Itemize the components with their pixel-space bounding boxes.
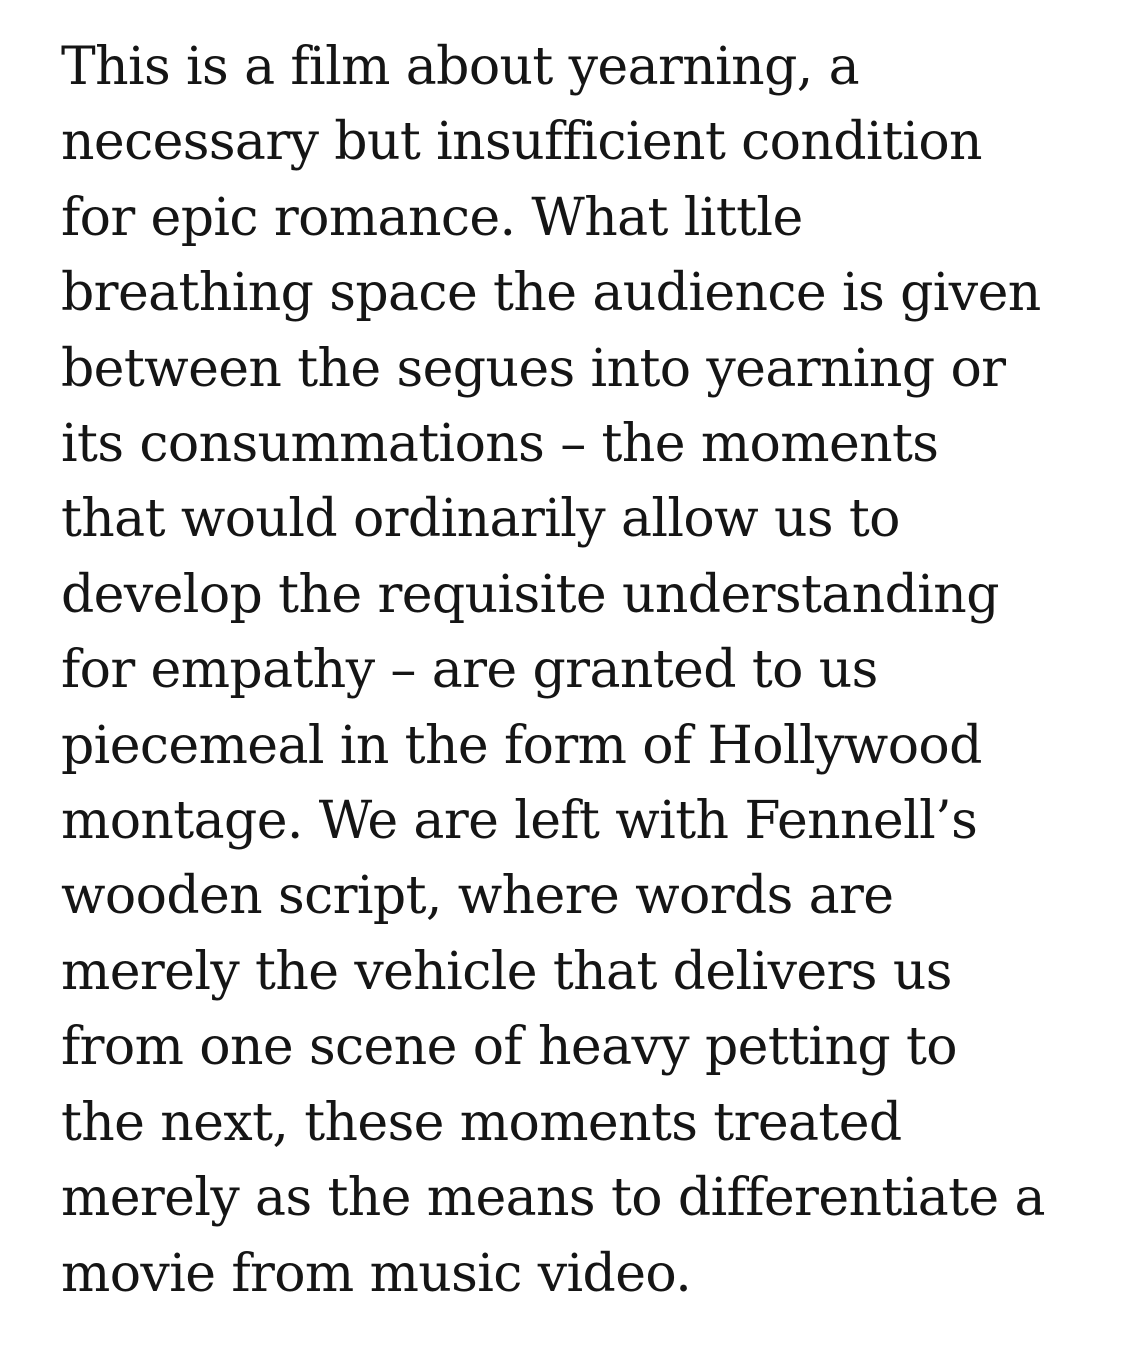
paragraph-line: for empathy – are granted to us xyxy=(61,640,878,701)
paragraph-line: This is a film about yearning, a xyxy=(61,37,860,97)
paragraph-line: necessary but insufficient condition xyxy=(61,112,982,173)
paragraph-line: for epic romance. What little xyxy=(61,187,803,248)
article-paragraph xyxy=(61,30,1101,1312)
paragraph-line: montage. We are left with Fennell’s xyxy=(61,791,978,852)
paragraph-line: movie from music video. xyxy=(61,1243,692,1304)
paragraph-line: between the segues into yearning or xyxy=(61,338,1006,399)
paragraph-line: merely the vehicle that delivers us xyxy=(61,941,952,1002)
paragraph-line: from one scene of heavy petting to xyxy=(61,1017,957,1078)
paragraph-line: develop the requisite understanding xyxy=(61,564,999,625)
paragraph-line: wooden script, where words are xyxy=(61,866,894,927)
paragraph-line: piecemeal in the form of Hollywood xyxy=(61,715,982,776)
paragraph-line: its consummations – the moments xyxy=(61,414,939,475)
paragraph-line: merely as the means to differentiate a xyxy=(61,1168,1045,1229)
paragraph-line: breathing space the audience is given xyxy=(61,263,1041,324)
paragraph-line: that would ordinarily allow us to xyxy=(61,489,900,550)
paragraph-line: the next, these moments treated xyxy=(61,1092,902,1153)
